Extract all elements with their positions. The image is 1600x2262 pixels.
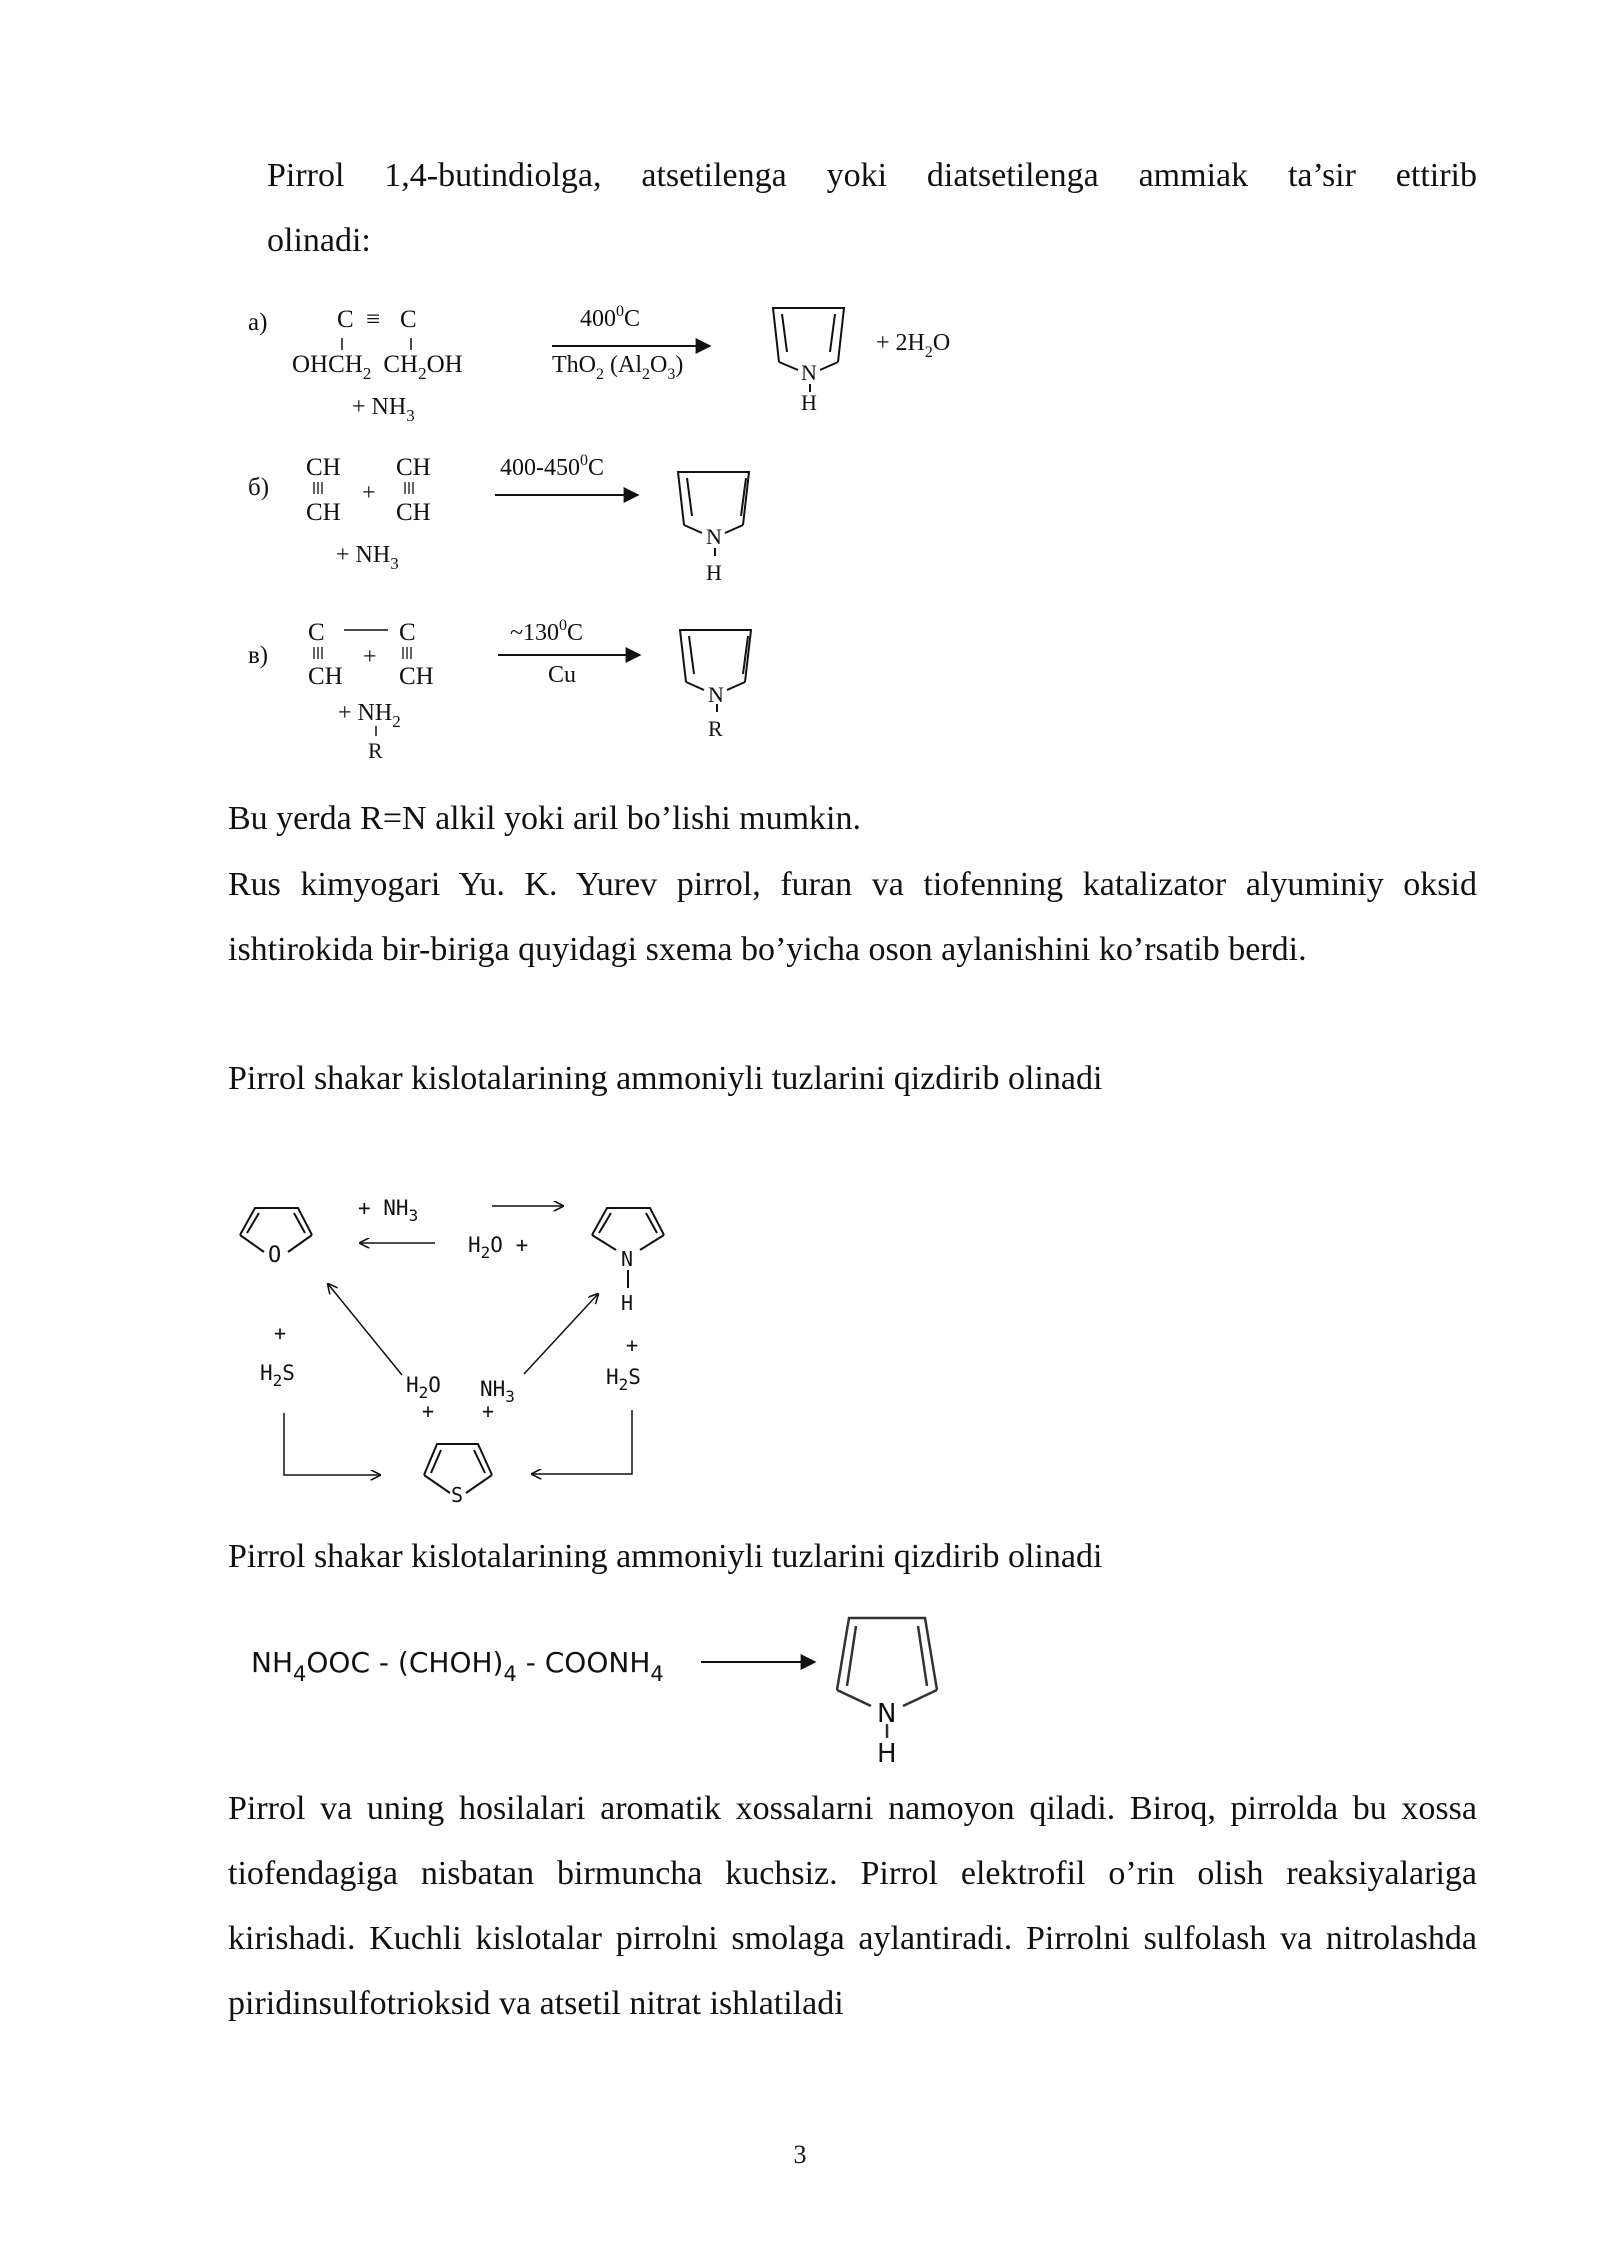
furan-oxygen: O xyxy=(268,1243,282,1268)
reaction-b xyxy=(248,452,749,585)
reaction-c-plus: + xyxy=(363,644,377,670)
reaction-c-temperature: $\sim 130^0C$ xyxy=(510,617,583,646)
pyrrole-ring-a-h: H xyxy=(801,390,817,415)
thiophene-sulfur: S xyxy=(451,1483,464,1507)
intro-paragraph xyxy=(267,143,1477,273)
reaction-a-catalyst: ThO$_2$ $(Al_2O_3)$ xyxy=(552,352,684,383)
pyrrole-cycle-h: H xyxy=(621,1291,634,1315)
reaction-b-plus: + xyxy=(362,480,376,506)
furan-to-thiophene-arrow xyxy=(284,1413,380,1475)
water-plus-label: $H_2O$ + xyxy=(468,1233,529,1262)
reaction-a xyxy=(248,303,950,425)
thiophene-to-pyrrole-arrow xyxy=(524,1294,598,1374)
reaction-c-amine-r: R xyxy=(368,738,383,763)
aromatic-paragraph: Pirrol va uning hosilalari aromatik xossalarni namoyon qiladi. Biroq, pirrolda bu xossa tiofendagiga nisbatan birmuncha kuchsiz. Pirrol elektrofil o’rin olish reaksiyalariga kirishadi. Kuchli kislotalar pirrolni smolaga aylantiradi. Pirrolni sulfolash va nitrolashda piridinsulfotrioksid va atsetil nitrat ishlatiladi xyxy=(228,1790,1477,2022)
pyrrole-to-thiophene-arrow xyxy=(532,1410,632,1474)
reaction-c xyxy=(248,617,751,763)
right-hydrogen-sulfide: $H_2S$ xyxy=(606,1365,641,1394)
middle-ammonia-plus: + xyxy=(482,1399,495,1423)
pyrrole-ring-b-h: H xyxy=(706,560,722,585)
reaction-b-label: б) xyxy=(248,474,270,501)
pyrrole-ring-a-n: N xyxy=(801,360,817,385)
acetylene-2-bottom: CH xyxy=(396,499,431,526)
sugar-acid-scheme xyxy=(245,1600,965,1770)
pyrrole-sugar-h: H xyxy=(877,1739,897,1769)
yurev-cycle-scheme xyxy=(230,1180,700,1510)
r-note: Bu yerda R=N alkil yoki aril bo’lishi mumkin. xyxy=(228,800,862,837)
svg-text:C xyxy=(400,306,417,333)
butynediol-formula: $OHCH_2$ $CH_2OH$ xyxy=(292,351,463,383)
reaction-c-catalyst: Cu xyxy=(548,662,577,688)
reaction-a-water: + $2H_2O$ xyxy=(876,330,951,361)
svg-text:C xyxy=(337,306,354,333)
alkyne-c-right: C xyxy=(400,306,417,333)
reaction-c-amine: + $NH_2$ xyxy=(338,700,401,731)
triple-bond-sign: ≡ xyxy=(366,306,381,333)
diacetylene-c-left: C xyxy=(308,619,325,646)
diacetylene-ch-left: CH xyxy=(308,663,343,690)
left-plus: + xyxy=(274,1321,287,1345)
reaction-b-ammonia: + $NH_3$ xyxy=(336,542,399,573)
pyrrole-ring-c-r: R xyxy=(708,716,723,741)
acetylene-1-bottom: CH xyxy=(306,499,341,526)
reaction-a-ammonia: + $NH_3$ xyxy=(352,394,415,425)
pyrrole-sugar-n: N xyxy=(877,1699,897,1729)
sugar-acids-sentence-1: Pirrol shakar kislotalarining ammoniyli tuzlarini qizdirib olinadi xyxy=(228,1060,1103,1097)
diacetylene-ch-right: CH xyxy=(399,663,434,690)
diacetylene-c-right: C xyxy=(399,619,416,646)
pyrrole-ring-b-n: N xyxy=(706,524,722,549)
page-number: 3 xyxy=(793,2140,807,2169)
pyrrole-synthesis-scheme xyxy=(230,290,1030,770)
ammonium-saccharate-formula: $NH_4OOC$ - $(CHOH)_4$ - $COONH_4$ xyxy=(251,1646,664,1686)
left-hydrogen-sulfide: $H_2S$ xyxy=(260,1361,295,1390)
acetylene-2-top: CH xyxy=(396,454,431,481)
plus-ammonia-label: + $NH_3$ xyxy=(358,1196,419,1225)
middle-water: $H_2O$ xyxy=(406,1373,441,1402)
reaction-a-temperature: $400^0C$ xyxy=(580,303,641,332)
reaction-a-label: a) xyxy=(248,309,268,336)
yurev-paragraph: Rus kimyogari Yu. K. Yurev pirrol, furan va tiofenning katalizator alyuminiy oksid ishtirokida bir-biriga quyidagi sxema bo’yicha oson aylanishini ko’rsatib berdi. xyxy=(228,866,1477,968)
acetylene-1-top: CH xyxy=(306,454,341,481)
sugar-acids-sentence-2: Pirrol shakar kislotalarining ammoniyli tuzlarini qizdirib olinadi xyxy=(228,1538,1103,1575)
middle-ammonia: $NH_3$ xyxy=(480,1377,515,1406)
right-plus: + xyxy=(626,1333,639,1357)
reaction-c-label: в) xyxy=(248,642,269,669)
intro-line-1: Pirrol 1,4-butindiolga, atsetilenga yoki diatsetilenga ammiak ta’sir ettirib xyxy=(267,157,1477,194)
alkyne-c-left: C xyxy=(337,306,354,333)
reaction-b-temperature: $400-450^0C$ xyxy=(500,452,605,481)
pyrrole-ring-c-n: N xyxy=(708,682,724,707)
thiophene-to-furan-arrow xyxy=(328,1284,402,1375)
intro-line-2: olinadi: xyxy=(267,222,371,259)
middle-water-plus: + xyxy=(422,1399,435,1423)
pyrrole-cycle-n: N xyxy=(621,1247,634,1271)
